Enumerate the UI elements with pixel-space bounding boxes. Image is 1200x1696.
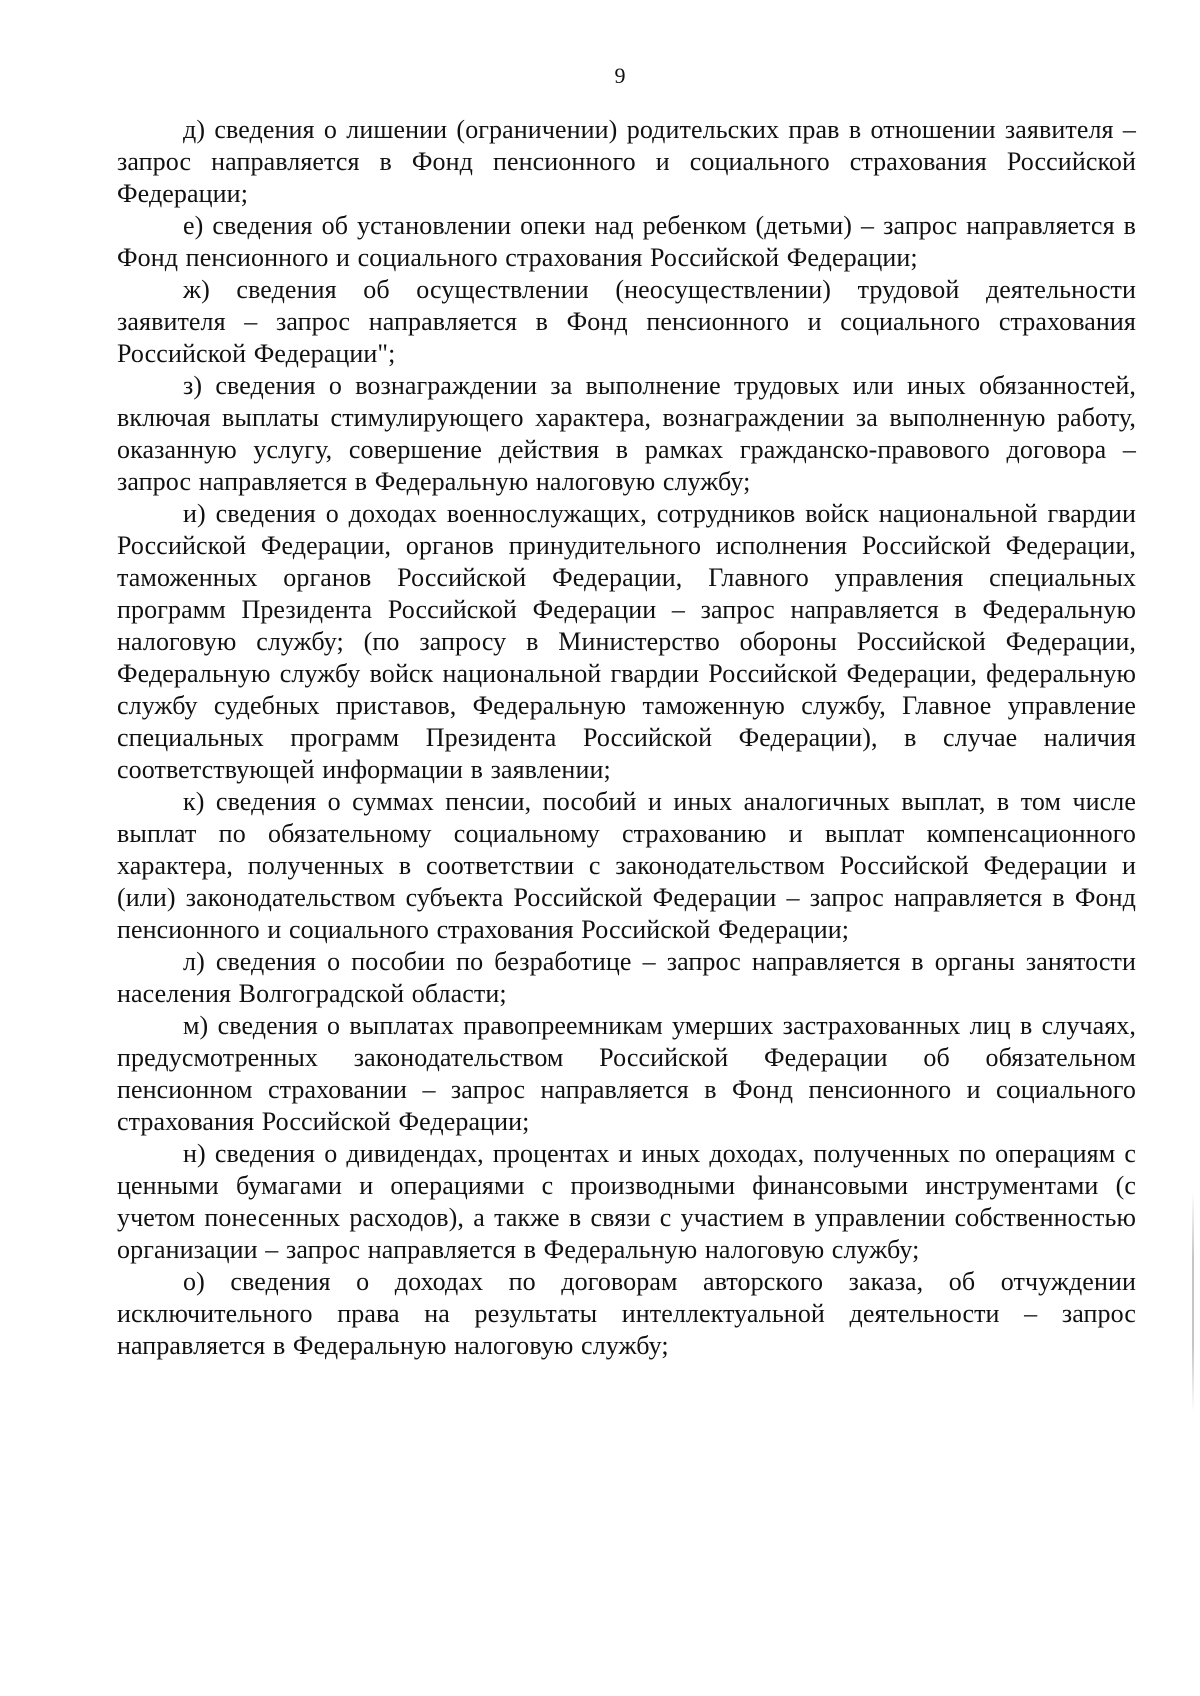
- paragraph-n: н) сведения о дивидендах, процентах и иных доходах, полученных по операциям с ценными бумагами и операциями с производными финансовыми инструментами (с учетом понесенных расходов), а также в связи с участием в управлении собственностью организации – запрос направляется в Федеральную налоговую службу;: [117, 1139, 1136, 1264]
- paragraph-l: л) сведения о пособии по безработице – запрос направляется в органы занятости населения Волгоградской области;: [117, 947, 1136, 1008]
- paragraph-i: и) сведения о доходах военнослужащих, сотрудников войск национальной гвардии Российской Федерации, органов принудительного исполнения Российской Федерации, таможенных органов Российской Федерации, Главного управления специальных программ Президента Российской Федерации – запрос направляется в Федеральную налоговую службу; (по запросу в Министерство обороны Российской Федерации, Федеральную службу войск национальной гвардии Российской Федерации, федеральную службу судебных приставов, Федеральную таможенную службу, Главное управление специальных программ Президента Российской Федерации), в случае наличия соответствующей информации в заявлении;: [117, 499, 1136, 784]
- paragraph-e: е) сведения об установлении опеки над ребенком (детьми) – запрос направляется в Фонд пенсионного и социального страхования Российской Федерации;: [117, 211, 1136, 272]
- paragraph-z: з) сведения о вознаграждении за выполнение трудовых или иных обязанностей, включая выплаты стимулирующего характера, вознаграждении за выполненную работу, оказанную услугу, совершение действия в рамках гражданско-правового договора – запрос направляется в Федеральную налоговую службу;: [117, 371, 1136, 496]
- paragraph-d: д) сведения о лишении (ограничении) родительских прав в отношении заявителя – запрос направляется в Фонд пенсионного и социального страхования Российской Федерации;: [117, 115, 1136, 208]
- paragraph-m: м) сведения о выплатах правопреемникам умерших застрахованных лиц в случаях, предусмотренных законодательством Российской Федерации об обязательном пенсионном страховании – запрос направляется в Фонд пенсионного и социального страхования Российской Федерации;: [117, 1011, 1136, 1136]
- paragraph-k: к) сведения о суммах пенсии, пособий и иных аналогичных выплат, в том числе выплат по обязательному социальному страхованию и выплат компенсационного характера, полученных в соответствии с законодательством Российской Федерации и (или) законодательством субъекта Российской Федерации – запрос направляется в Фонд пенсионного и социального страхования Российской Федерации;: [117, 787, 1136, 944]
- paragraph-o: о) сведения о доходах по договорам авторского заказа, об отчуждении исключительного права на результаты интеллектуальной деятельности – запрос направляется в Федеральную налоговую службу;: [117, 1267, 1136, 1360]
- paragraph-zh: ж) сведения об осуществлении (неосуществлении) трудовой деятельности заявителя – запрос направляется в Фонд пенсионного и социального страхования Российской Федерации";: [117, 275, 1136, 368]
- document-body: [117, 114, 1136, 1362]
- page-number: 9: [614, 63, 626, 88]
- scan-margin-mark: [1192, 1192, 1194, 1412]
